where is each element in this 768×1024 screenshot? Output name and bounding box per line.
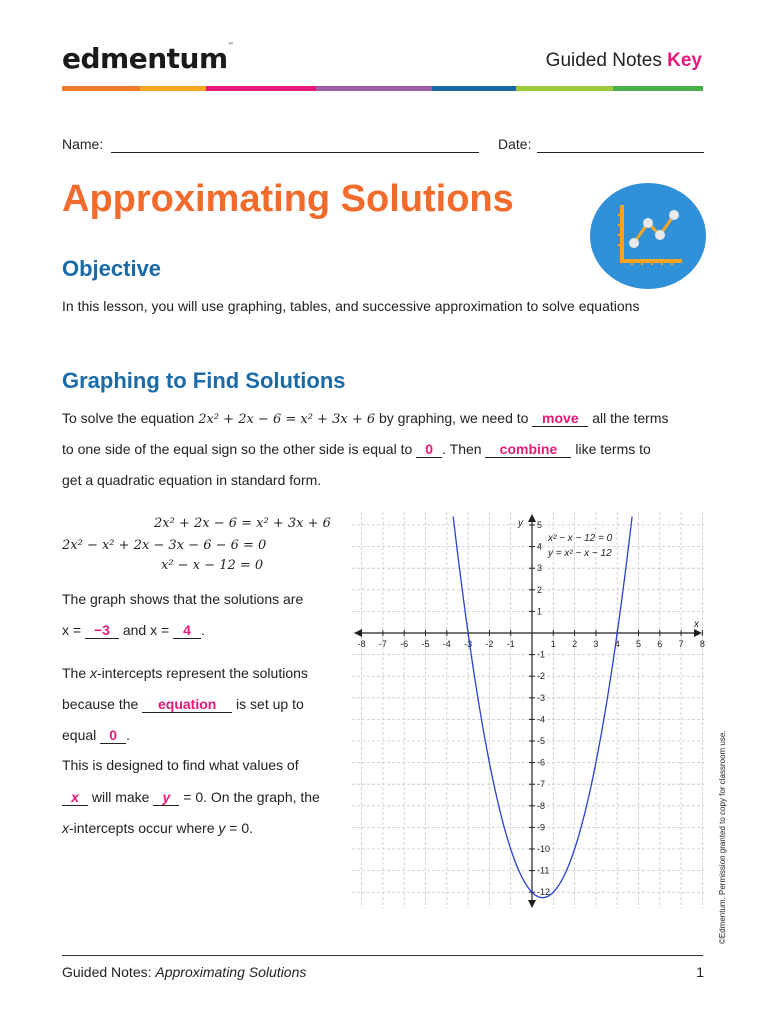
text-line [62, 789, 320, 806]
blank-zero: 0 [100, 727, 126, 744]
equation-line-3: x² − x − 12 = 0 [161, 558, 264, 573]
page-number: 1 [696, 964, 704, 980]
x-axis-label: x [694, 619, 699, 630]
x-tick-label: -4 [442, 639, 451, 649]
x-tick-label: -6 [400, 639, 409, 649]
footer-divider [62, 955, 703, 956]
y-tick-label: 1 [537, 606, 543, 617]
text: The [62, 665, 91, 681]
x-tick-label: -2 [485, 639, 494, 649]
x-tick-label: -1 [506, 639, 515, 649]
objective-text: In this lesson, you will use graphing, tables, and successive approximation to solve equations [62, 298, 640, 314]
equation-line-2: 2x² − x² + 2x − 3x − 6 − 6 = 0 [62, 538, 267, 553]
date-field[interactable] [537, 152, 704, 153]
text: x [62, 820, 69, 836]
text: equal [62, 727, 101, 743]
text-line [62, 696, 304, 713]
logo-trademark: ™ [227, 42, 234, 49]
color-bar-segment [432, 86, 516, 91]
text: = 0. [225, 820, 254, 836]
text-line: This is designed to find what values of [62, 757, 299, 773]
text-line: The graph shows that the solutions are [62, 591, 304, 607]
color-bar-segment [613, 86, 703, 91]
text: and x = [118, 622, 174, 638]
header-color-bar [62, 86, 703, 91]
text: . Then [442, 441, 486, 457]
y-tick-label: -10 [537, 844, 551, 854]
color-bar-segment [140, 86, 206, 91]
x-tick-label: -3 [464, 639, 473, 649]
text: x [90, 665, 98, 681]
text-line [62, 622, 205, 639]
y-tick-label: -9 [537, 822, 546, 833]
y-tick-label: -6 [537, 757, 546, 768]
text-line [62, 727, 130, 744]
section-heading: Graphing to Find Solutions [62, 368, 346, 393]
y-tick-label: -7 [537, 779, 546, 790]
x-tick-label: -8 [357, 639, 366, 649]
blank-combine: combine [485, 441, 571, 458]
x-tick-label: 2 [572, 639, 578, 649]
blank-neg3: −3 [85, 622, 119, 639]
color-bar-segment [316, 86, 432, 91]
text: To solve the equation [62, 410, 199, 426]
name-field[interactable] [111, 152, 479, 153]
legend-function: y = x² − x − 12 [548, 548, 612, 560]
graph-background [352, 512, 704, 908]
text: x = [62, 622, 85, 638]
y-tick-label: -5 [537, 736, 546, 746]
color-bar-segment [206, 86, 316, 91]
color-bar-segment [516, 86, 613, 91]
edmentum-logo [62, 42, 233, 75]
guided-notes-label: Guided Notes [545, 50, 662, 71]
x-tick-label: 6 [657, 639, 663, 649]
text: . [126, 727, 131, 743]
paragraph-line-2 [62, 441, 651, 458]
text: -intercepts represent the solutions [97, 665, 308, 681]
text: y [218, 820, 226, 836]
text-line [62, 665, 308, 681]
blank-4: 4 [173, 622, 201, 639]
blank-move: move [532, 410, 588, 427]
footer-lesson: Approximating Solutions [155, 964, 307, 980]
blank-y: y [153, 789, 179, 806]
legend-equation: x² − x − 12 = 0 [548, 532, 613, 544]
text: all the terms [588, 410, 669, 426]
color-bar-segment [62, 86, 140, 91]
blank-zero: 0 [416, 441, 442, 458]
key-label: Key [667, 50, 702, 71]
y-tick-label: 2 [537, 584, 543, 595]
name-label: Name: [62, 136, 104, 152]
y-tick-label: -8 [537, 800, 546, 811]
text: to one side of the equal sign so the other side is equal to [62, 441, 417, 457]
y-tick-label: -3 [537, 692, 546, 703]
footer-title [62, 964, 306, 980]
copyright-note: ©Edmentum. Permission granted to copy for classroom use. [718, 730, 727, 944]
text: will make [88, 789, 154, 805]
y-tick-label: -1 [537, 649, 546, 660]
x-tick-label: 4 [614, 639, 620, 649]
logo-text: edmentum [62, 42, 228, 75]
graph-svg [352, 512, 704, 908]
guided-notes-key-label [546, 50, 702, 72]
text: by graphing, we need to [375, 410, 533, 426]
x-tick-label: 8 [699, 639, 705, 649]
paragraph-line-1 [62, 410, 668, 427]
x-tick-label: -5 [421, 639, 430, 649]
text: like terms to [571, 441, 651, 457]
equation-inline: 2x² + 2x − 6 = x² + 3x + 6 [198, 412, 376, 427]
x-tick-label: 1 [550, 639, 556, 649]
text: = 0. On the graph, the [179, 789, 320, 805]
footer-label: Guided Notes: [62, 964, 156, 980]
line-graph-icon [590, 183, 706, 289]
page-title: Approximating Solutions [62, 178, 514, 220]
y-tick-label: -12 [537, 887, 551, 898]
blank-x: x [62, 789, 88, 806]
x-tick-label: -7 [378, 639, 387, 649]
text: . [201, 622, 205, 638]
y-tick-label: -4 [537, 714, 546, 725]
x-tick-label: 3 [593, 639, 599, 649]
text: -intercepts occur where [69, 820, 219, 836]
text: is set up to [232, 696, 304, 712]
equation-line-1: 2x² + 2x − 6 = x² + 3x + 6 [154, 516, 331, 531]
paragraph-line-3: get a quadratic equation in standard form. [62, 472, 322, 488]
blank-equation: equation [142, 696, 232, 713]
y-tick-label: 5 [537, 520, 543, 530]
y-tick-label: 4 [537, 541, 543, 552]
y-tick-label: -11 [537, 865, 550, 876]
x-tick-label: 7 [678, 639, 684, 649]
objective-heading: Objective [62, 256, 162, 281]
text-line [62, 820, 253, 836]
date-label: Date: [498, 136, 532, 152]
x-tick-label: 5 [635, 639, 642, 649]
y-tick-label: 3 [537, 563, 543, 574]
y-axis-label: y [518, 518, 523, 529]
y-tick-label: -2 [537, 671, 546, 682]
text: because the [62, 696, 143, 712]
parabola-graph [352, 512, 704, 908]
